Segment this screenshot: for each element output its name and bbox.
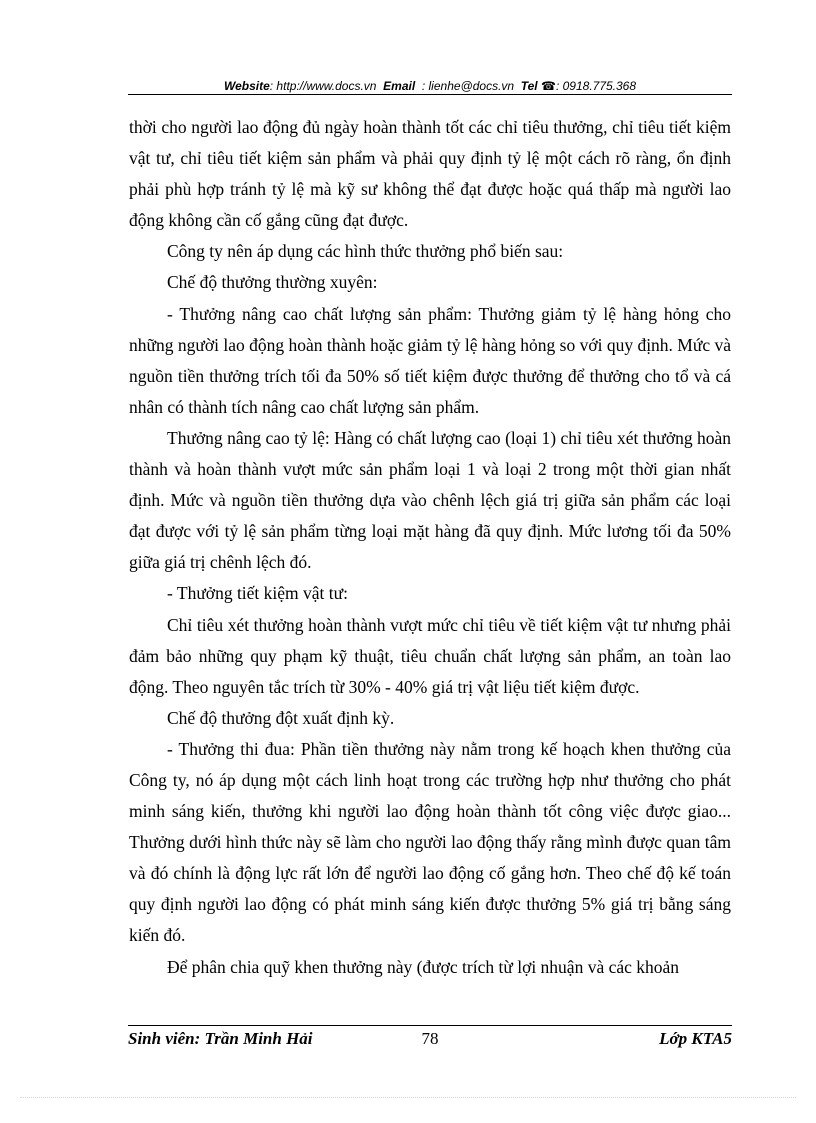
page-header <box>128 76 732 96</box>
header-divider <box>128 94 732 95</box>
footer-divider <box>128 1025 732 1026</box>
paragraph-heading-material-saving: - Thưởng tiết kiệm vật tư: <box>167 583 348 604</box>
paragraph-emulation-bonus: - Thưởng thi đua: Phần tiền thưởng này nằm trong kế hoạch khen thưởng của Công ty, nó áp dụng một cách linh hoạt trong các trường hợp như thưởng cho phát minh sáng kiến, thưởng khi người lao động hoàn thành tốt công việc được giao... Thưởng dưới hình thức này sẽ làm cho người lao động thấy rằng mình được quan tâm và đó chính là động lực rất lớn để người lao động cố gắng hơn. Theo chế độ kế toán quy định người lao động có phát minh sáng kiến được thưởng 5% giá trị bằng sáng kiến đó. <box>129 738 731 946</box>
website-value[interactable]: : http://www.docs.vn <box>269 79 377 93</box>
paragraph-intro: Công ty nên áp dụng các hình thức thưởng phổ biến sau: <box>167 241 564 262</box>
footer-class-name: Lớp KTA5 <box>659 1029 732 1048</box>
paragraph-heading-regular-bonus: Chế độ thưởng thường xuyên: <box>167 272 378 293</box>
page-footer <box>128 1027 732 1051</box>
phone-icon: ☎ <box>541 79 556 93</box>
email-label: Email <box>383 79 416 93</box>
email-value[interactable]: : lienhe@docs.vn <box>421 79 515 93</box>
paragraph-material-saving: Chỉ tiêu xét thưởng hoàn thành vượt mức chỉ tiêu về tiết kiệm vật tư nhưng phải đảm bảo những quy phạm kỹ thuật, tiêu chuẩn chất lượng sản phẩm, an toàn lao động. Theo nguyên tắc trích từ 30% - 40% giá trị vật liệu tiết kiệm được. <box>129 614 731 697</box>
paragraph-quality-bonus: - Thưởng nâng cao chất lượng sản phẩm: Thưởng giảm tỷ lệ hàng hỏng cho những người lao động hoàn thành hoặc giảm tỷ lệ hàng hỏng so với quy định. Mức và nguồn tiền thưởng trích tối đa 50% số tiết kiệm được thưởng để thưởng cho tổ và cá nhân có thành tích nâng cao chất lượng sản phẩm. <box>129 303 732 417</box>
footer-student-name: Sinh viên: Trần Minh Hải <box>128 1029 313 1048</box>
page-number: 78 <box>421 1029 439 1048</box>
page-bottom-edge <box>20 1097 796 1098</box>
paragraph-continuation: thời cho người lao động đủ ngày hoàn thành tốt các chỉ tiêu thưởng, chỉ tiêu tiết kiệm vật tư, chỉ tiêu tiết kiệm sản phẩm và phải quy định tỷ lệ một cách rõ ràng, ổn định phải phù hợp tránh tỷ lệ mà kỹ sư không thể đạt được hoặc quá thấp mà người lao động không cần cố gắng cũng đạt được. <box>129 117 731 231</box>
tel-value: : 0918.775.368 <box>555 79 637 93</box>
website-label: Website <box>223 79 270 93</box>
paragraph-heading-periodic-bonus: Chế độ thưởng đột xuất định kỳ. <box>167 707 395 728</box>
document-body <box>129 112 731 983</box>
tel-label: Tel <box>520 79 538 93</box>
paragraph-fund-allocation: Để phân chia quỹ khen thưởng này (được trích từ lợi nhuận và các khoản <box>167 956 680 977</box>
paragraph-ratio-bonus: Thưởng nâng cao tỷ lệ: Hàng có chất lượng cao (loại 1) chỉ tiêu xét thưởng hoàn thành và hoàn thành vượt mức sản phẩm loại 1 và loại 2 trong một thời gian nhất định. Mức và nguồn tiền thưởng dựa vào chênh lệch giá trị giữa sản phẩm các loại đạt được với tỷ lệ sản phẩm từng loại mặt hàng đã quy định. Mức lương tối đa 50% giữa giá trị chênh lệch đó. <box>129 427 731 573</box>
